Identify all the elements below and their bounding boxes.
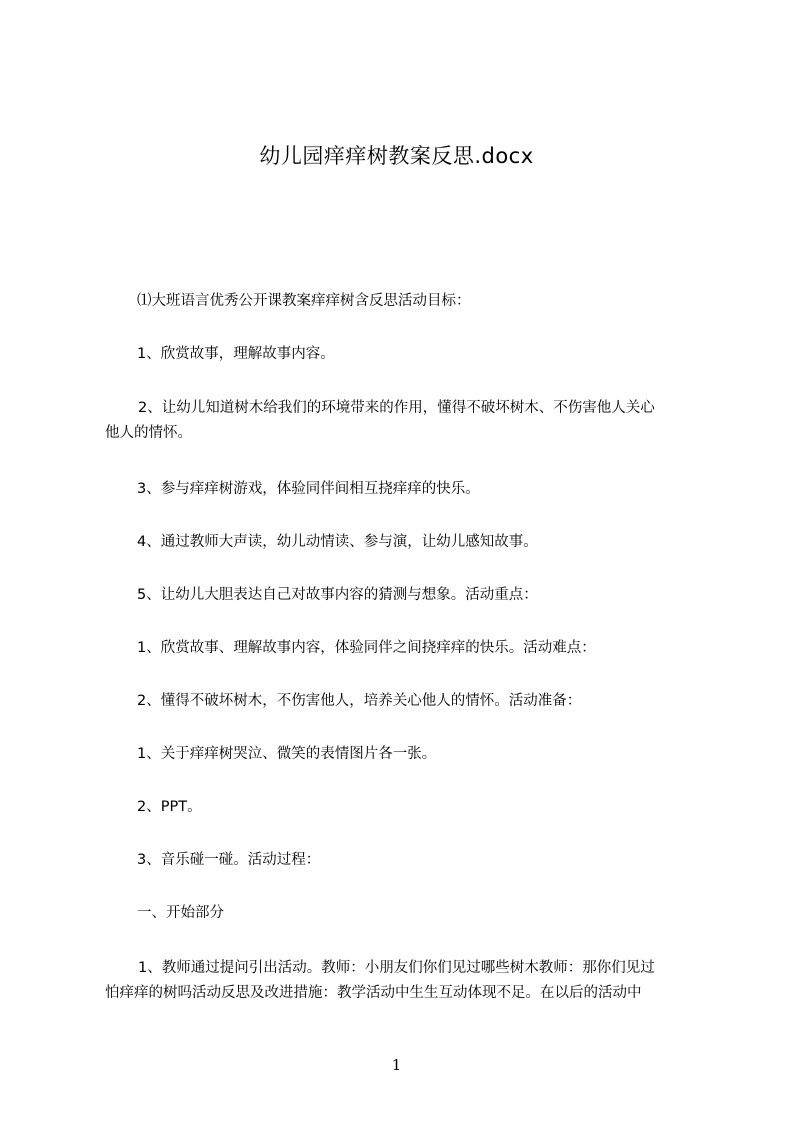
page-number: 1: [391, 1056, 402, 1074]
paragraph-line: 1、关于痒痒树哭泣、微笑的表情图片各一张。: [137, 746, 437, 762]
paragraph-line: 一、开始部分: [137, 905, 224, 921]
paragraph-line: 4、通过教师大声读，幼儿动情读、参与演，让幼儿感知故事。: [137, 534, 538, 550]
paragraph-goal-2: [105, 396, 723, 446]
paragraph-key-point: [105, 636, 723, 661]
paragraph-process-1: [105, 956, 723, 1006]
document-title: 幼儿园痒痒树教案反思.docx: [259, 144, 534, 168]
paragraph-line: 怕痒痒的树吗活动反思及改进措施：教学活动中生生互动体现不足。在以后的活动中: [105, 985, 642, 1001]
paragraph-line: 1、教师通过提问引出活动。教师：小朋友们你们见过哪些树木教师：那你们见过: [138, 960, 655, 976]
paragraph-line: 5、让幼儿大胆表达自己对故事内容的猜测与想象。活动重点：: [137, 587, 538, 603]
paragraph-line: 2、让幼儿知道树木给我们的环境带来的作用，懂得不破坏树木、不伤害他人关心: [138, 400, 655, 416]
paragraph-line: 3、参与痒痒树游戏，体验同伴间相互挠痒痒的快乐。: [137, 481, 480, 497]
paragraph-goal-1: [105, 342, 723, 367]
paragraph-line: 3、音乐碰一碰。活动过程：: [137, 852, 321, 868]
paragraph-line: 1、欣赏故事、理解故事内容，体验同伴之间挠痒痒的快乐。活动难点：: [137, 640, 596, 656]
paragraph-activity-goals: [105, 289, 723, 314]
paragraph-prep-3: [105, 848, 723, 873]
paragraph-line: ⑴大班语言优秀公开课教案痒痒树含反思活动目标：: [137, 293, 471, 309]
paragraph-prep-2: [105, 795, 723, 820]
paragraph-prep-1: [105, 742, 723, 767]
paragraph-difficulty: [105, 689, 723, 714]
paragraph-line: 2、PPT。: [137, 799, 202, 815]
paragraph-goal-4: [105, 530, 723, 555]
paragraph-line: 2、懂得不破坏树木，不伤害他人，培养关心他人的情怀。活动准备：: [137, 693, 582, 709]
section-heading-start: [105, 901, 723, 926]
paragraph-line: 他人的情怀。: [105, 425, 192, 441]
paragraph-goal-5: [105, 583, 723, 608]
paragraph-goal-3: [105, 477, 723, 502]
paragraph-line: 1、欣赏故事，理解故事内容。: [137, 346, 335, 362]
